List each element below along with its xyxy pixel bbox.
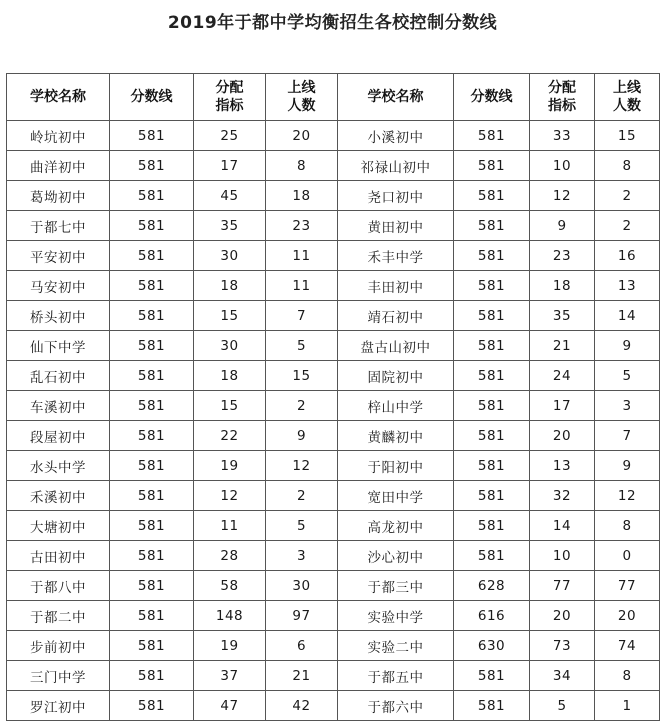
table-row (7, 151, 660, 181)
score-line-cell-right: 581 (454, 211, 530, 241)
admitted-cell-right: 0 (595, 541, 660, 571)
quota-cell: 15 (194, 301, 266, 331)
score-line-cell: 581 (110, 631, 194, 661)
score-line-cell: 581 (110, 271, 194, 301)
score-line-cell: 581 (110, 241, 194, 271)
school-name-cell-right: 于阳初中 (338, 451, 454, 481)
table-row (7, 391, 660, 421)
quota-cell: 25 (194, 121, 266, 151)
header-admitted-right (595, 74, 660, 121)
quota-cell: 30 (194, 331, 266, 361)
table-row (7, 511, 660, 541)
school-name-cell: 古田初中 (7, 541, 110, 571)
admitted-cell-right: 12 (595, 481, 660, 511)
school-name-cell-right: 黄麟初中 (338, 421, 454, 451)
quota-cell-right: 14 (530, 511, 595, 541)
admitted-cell: 9 (266, 421, 338, 451)
admitted-cell-right: 2 (595, 211, 660, 241)
quota-cell: 148 (194, 601, 266, 631)
header-quota-line2: 指标 (215, 98, 244, 114)
school-name-cell-right: 小溪初中 (338, 121, 454, 151)
admitted-cell-right: 8 (595, 151, 660, 181)
score-line-cell: 581 (110, 301, 194, 331)
header-school-name-right: 学校名称 (338, 74, 454, 121)
school-name-cell-right: 高龙初中 (338, 511, 454, 541)
school-name-cell: 禾溪初中 (7, 481, 110, 511)
school-name-cell: 仙下中学 (7, 331, 110, 361)
table-row (7, 451, 660, 481)
school-name-cell: 曲洋初中 (7, 151, 110, 181)
quota-cell: 11 (194, 511, 266, 541)
admitted-cell-right: 8 (595, 661, 660, 691)
admitted-cell: 8 (266, 151, 338, 181)
table-row (7, 571, 660, 601)
score-line-cell: 581 (110, 121, 194, 151)
quota-cell: 47 (194, 691, 266, 721)
quota-cell-right: 35 (530, 301, 595, 331)
score-line-cell: 581 (110, 481, 194, 511)
admitted-cell: 23 (266, 211, 338, 241)
header-row (7, 74, 660, 121)
score-line-cell: 581 (110, 541, 194, 571)
score-line-cell-right: 581 (454, 541, 530, 571)
admitted-cell-right: 8 (595, 511, 660, 541)
quota-cell-right: 9 (530, 211, 595, 241)
table-row (7, 301, 660, 331)
admitted-cell: 2 (266, 391, 338, 421)
admitted-cell: 5 (266, 331, 338, 361)
quota-cell: 15 (194, 391, 266, 421)
quota-cell: 45 (194, 181, 266, 211)
admitted-cell-right: 1 (595, 691, 660, 721)
admitted-cell-right: 77 (595, 571, 660, 601)
school-name-cell-right: 尧口初中 (338, 181, 454, 211)
score-line-cell-right: 581 (454, 361, 530, 391)
table-row (7, 241, 660, 271)
table-row (7, 121, 660, 151)
school-name-cell: 步前初中 (7, 631, 110, 661)
quota-cell: 28 (194, 541, 266, 571)
admitted-cell: 7 (266, 301, 338, 331)
school-name-cell: 乱石初中 (7, 361, 110, 391)
score-line-cell: 581 (110, 691, 194, 721)
admitted-cell: 6 (266, 631, 338, 661)
score-line-cell-right: 581 (454, 481, 530, 511)
admitted-cell-right: 15 (595, 121, 660, 151)
admitted-cell-right: 3 (595, 391, 660, 421)
admitted-cell: 30 (266, 571, 338, 601)
header-admitted-line1-right: 上线 (613, 80, 641, 96)
school-name-cell-right: 实验中学 (338, 601, 454, 631)
score-line-cell-right: 581 (454, 421, 530, 451)
header-school-name: 学校名称 (7, 74, 110, 121)
score-line-cell: 581 (110, 571, 194, 601)
score-line-cell-right: 616 (454, 601, 530, 631)
table-row (7, 601, 660, 631)
admitted-cell-right: 5 (595, 361, 660, 391)
score-line-cell: 581 (110, 361, 194, 391)
header-score-line: 分数线 (110, 74, 194, 121)
quota-cell-right: 77 (530, 571, 595, 601)
header-quota (194, 74, 266, 121)
admitted-cell-right: 7 (595, 421, 660, 451)
school-name-cell: 平安初中 (7, 241, 110, 271)
school-name-cell: 车溪初中 (7, 391, 110, 421)
quota-cell-right: 12 (530, 181, 595, 211)
school-name-cell: 于都二中 (7, 601, 110, 631)
score-line-cell-right: 628 (454, 571, 530, 601)
score-line-cell: 581 (110, 511, 194, 541)
quota-cell-right: 32 (530, 481, 595, 511)
school-name-cell: 于都八中 (7, 571, 110, 601)
score-line-cell: 581 (110, 421, 194, 451)
quota-cell-right: 24 (530, 361, 595, 391)
admitted-cell: 12 (266, 451, 338, 481)
admitted-cell-right: 9 (595, 331, 660, 361)
quota-cell-right: 10 (530, 151, 595, 181)
quota-cell-right: 73 (530, 631, 595, 661)
quota-cell-right: 34 (530, 661, 595, 691)
score-line-cell: 581 (110, 451, 194, 481)
score-line-cell-right: 581 (454, 451, 530, 481)
school-name-cell-right: 黄田初中 (338, 211, 454, 241)
quota-cell: 18 (194, 271, 266, 301)
table-body (7, 121, 660, 721)
admitted-cell: 97 (266, 601, 338, 631)
table-row (7, 271, 660, 301)
table-row (7, 181, 660, 211)
header-quota-line1: 分配 (215, 80, 244, 96)
quota-cell-right: 21 (530, 331, 595, 361)
score-line-cell-right: 581 (454, 151, 530, 181)
score-line-cell-right: 581 (454, 181, 530, 211)
admitted-cell: 15 (266, 361, 338, 391)
table-row (7, 691, 660, 721)
page-title: 2019年于都中学均衡招生各校控制分数线 (167, 13, 498, 33)
quota-cell: 35 (194, 211, 266, 241)
table-row (7, 481, 660, 511)
score-line-cell-right: 581 (454, 241, 530, 271)
header-admitted (266, 74, 338, 121)
table-row (7, 661, 660, 691)
admitted-cell: 42 (266, 691, 338, 721)
score-line-cell-right: 581 (454, 391, 530, 421)
school-name-cell-right: 禾丰中学 (338, 241, 454, 271)
quota-cell: 30 (194, 241, 266, 271)
school-name-cell-right: 实验二中 (338, 631, 454, 661)
header-score-line-right: 分数线 (454, 74, 530, 121)
score-table (6, 73, 660, 721)
score-line-cell: 581 (110, 151, 194, 181)
table-row (7, 541, 660, 571)
quota-cell: 18 (194, 361, 266, 391)
admitted-cell-right: 20 (595, 601, 660, 631)
school-name-cell: 三门中学 (7, 661, 110, 691)
admitted-cell: 11 (266, 271, 338, 301)
school-name-cell: 于都七中 (7, 211, 110, 241)
table-row (7, 631, 660, 661)
school-name-cell-right: 祁禄山初中 (338, 151, 454, 181)
score-line-cell-right: 581 (454, 691, 530, 721)
quota-cell-right: 5 (530, 691, 595, 721)
school-name-cell-right: 于都三中 (338, 571, 454, 601)
header-quota-line2-right: 指标 (548, 98, 576, 114)
school-name-cell: 桥头初中 (7, 301, 110, 331)
table-row (7, 421, 660, 451)
score-line-cell: 581 (110, 181, 194, 211)
quota-cell: 37 (194, 661, 266, 691)
score-line-cell-right: 581 (454, 331, 530, 361)
school-name-cell-right: 丰田初中 (338, 271, 454, 301)
table-row (7, 361, 660, 391)
admitted-cell: 3 (266, 541, 338, 571)
quota-cell-right: 23 (530, 241, 595, 271)
score-line-cell: 581 (110, 661, 194, 691)
quota-cell-right: 17 (530, 391, 595, 421)
header-admitted-line2: 人数 (287, 98, 316, 114)
quota-cell: 58 (194, 571, 266, 601)
school-name-cell-right: 梓山中学 (338, 391, 454, 421)
admitted-cell-right: 9 (595, 451, 660, 481)
score-line-cell-right: 581 (454, 511, 530, 541)
header-admitted-line1: 上线 (287, 80, 316, 96)
school-name-cell-right: 于都六中 (338, 691, 454, 721)
quota-cell: 17 (194, 151, 266, 181)
quota-cell: 12 (194, 481, 266, 511)
school-name-cell: 大塘初中 (7, 511, 110, 541)
admitted-cell: 11 (266, 241, 338, 271)
admitted-cell-right: 14 (595, 301, 660, 331)
header-admitted-line2-right: 人数 (613, 98, 641, 114)
quota-cell-right: 18 (530, 271, 595, 301)
score-line-cell: 581 (110, 331, 194, 361)
school-name-cell-right: 宽田中学 (338, 481, 454, 511)
school-name-cell-right: 固院初中 (338, 361, 454, 391)
score-line-cell-right: 630 (454, 631, 530, 661)
table-row (7, 211, 660, 241)
score-line-cell-right: 581 (454, 271, 530, 301)
table-row (7, 331, 660, 361)
score-line-cell-right: 581 (454, 661, 530, 691)
admitted-cell-right: 16 (595, 241, 660, 271)
score-line-cell: 581 (110, 211, 194, 241)
admitted-cell-right: 2 (595, 181, 660, 211)
admitted-cell-right: 74 (595, 631, 660, 661)
quota-cell-right: 33 (530, 121, 595, 151)
score-line-cell: 581 (110, 601, 194, 631)
quota-cell: 22 (194, 421, 266, 451)
school-name-cell-right: 盘古山初中 (338, 331, 454, 361)
school-name-cell-right: 于都五中 (338, 661, 454, 691)
admitted-cell-right: 13 (595, 271, 660, 301)
school-name-cell: 罗江初中 (7, 691, 110, 721)
admitted-cell: 5 (266, 511, 338, 541)
quota-cell-right: 20 (530, 421, 595, 451)
school-name-cell: 葛坳初中 (7, 181, 110, 211)
score-line-cell: 581 (110, 391, 194, 421)
school-name-cell: 岭坑初中 (7, 121, 110, 151)
admitted-cell: 18 (266, 181, 338, 211)
school-name-cell: 水头中学 (7, 451, 110, 481)
header-quota-right (530, 74, 595, 121)
quota-cell-right: 13 (530, 451, 595, 481)
quota-cell-right: 20 (530, 601, 595, 631)
quota-cell: 19 (194, 631, 266, 661)
admitted-cell: 20 (266, 121, 338, 151)
score-line-cell-right: 581 (454, 301, 530, 331)
school-name-cell: 段屋初中 (7, 421, 110, 451)
admitted-cell: 2 (266, 481, 338, 511)
score-line-cell-right: 581 (454, 121, 530, 151)
school-name-cell-right: 沙心初中 (338, 541, 454, 571)
quota-cell-right: 10 (530, 541, 595, 571)
header-quota-line1-right: 分配 (548, 80, 576, 96)
admitted-cell: 21 (266, 661, 338, 691)
school-name-cell-right: 靖石初中 (338, 301, 454, 331)
school-name-cell: 马安初中 (7, 271, 110, 301)
quota-cell: 19 (194, 451, 266, 481)
